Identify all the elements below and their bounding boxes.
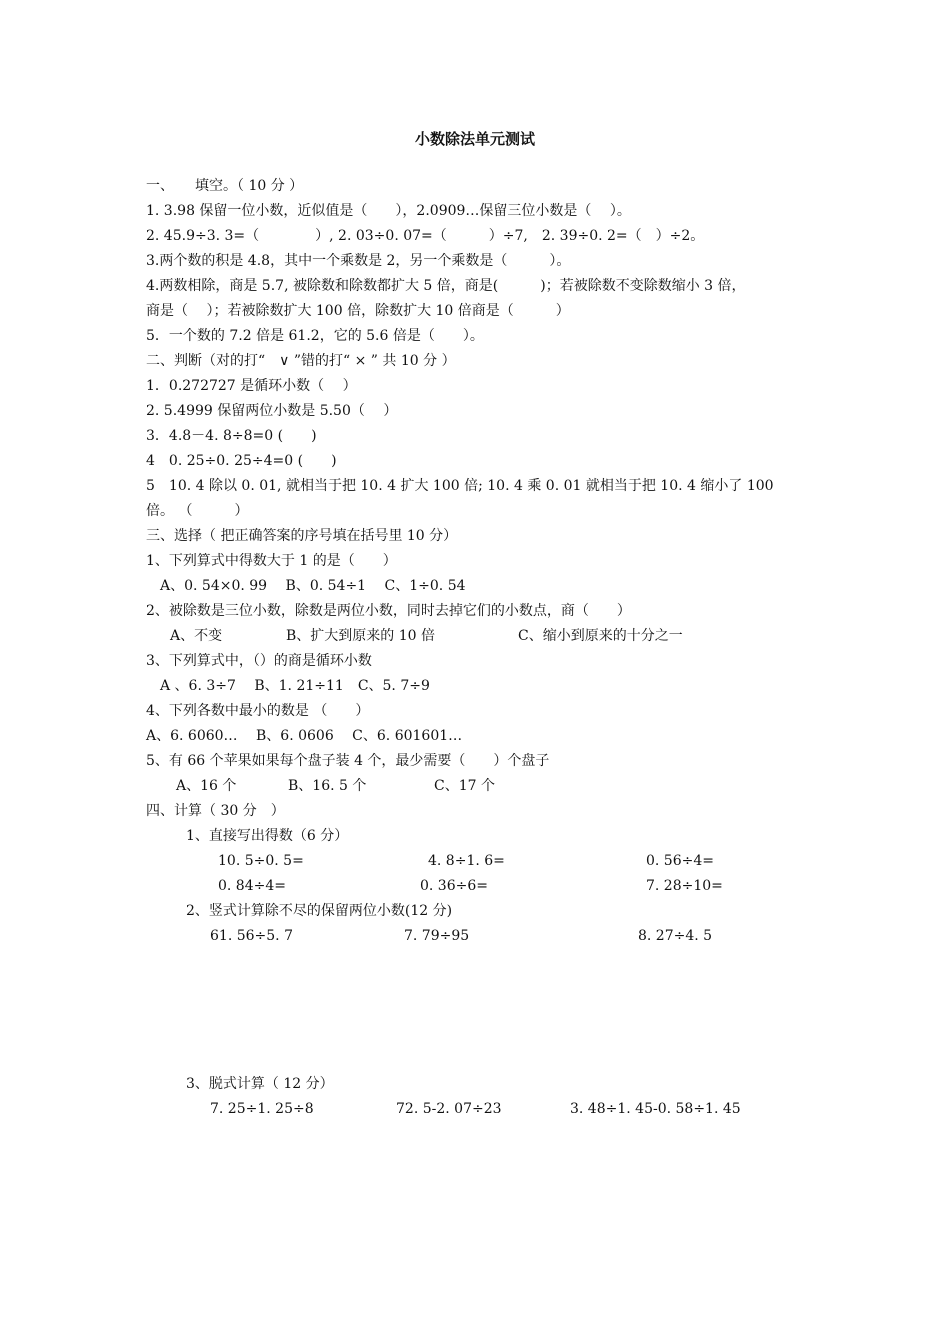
s4-part-3-item: 72. 5-2. 07÷23 (396, 1101, 502, 1117)
s3-question-4-options: A、6. 6060… B、6. 0606 C、6. 601601… (146, 728, 463, 744)
s4-part-2-heading: 2、竖式计算除不尽的保留两位小数(12 分) (186, 903, 453, 919)
s2-question-2: 2. 5.4999 保留两位小数是 5.50（ ） (146, 403, 398, 419)
s4-part-3-heading: 3、脱式计算（ 12 分） (186, 1076, 334, 1092)
s2-question-3: 3．4.8－4. 8÷8=0 ( ) (146, 428, 317, 444)
s3-question-1-options: A、0. 54×0. 99 B、0. 54÷1 C、1÷0. 54 (160, 578, 466, 594)
s4-part-2-item: 61. 56÷5. 7 (210, 928, 293, 944)
s3-question-1: 1、下列算式中得数大于 1 的是（ ） (146, 553, 397, 569)
s3-question-2-option-c: C、缩小到原来的十分之一 (518, 628, 683, 644)
s3-question-5-option-c: C、17 个 (434, 778, 495, 794)
s4-part-1-item: 0. 36÷6= (420, 878, 488, 894)
s1-question-2: 2. 45.9÷3. 3=（ ）, 2. 03÷0. 07=（ ）÷7, 2. 39÷0. 2=（ ）÷2。 (146, 228, 705, 244)
s4-part-1-item: 0. 84÷4= (218, 878, 286, 894)
s4-part-1-item: 10. 5÷0. 5= (218, 853, 304, 869)
s3-question-2: 2、被除数是三位小数，除数是两位小数，同时去掉它们的小数点，商（ ） (146, 603, 631, 619)
section-4-heading: 四、计算（ 30 分 ） (146, 803, 285, 819)
s3-question-5: 5、有 66 个苹果如果每个盘子装 4 个，最少需要（ ）个盘子 (146, 753, 550, 769)
s4-part-1-item: 0. 56÷4= (646, 853, 714, 869)
s3-question-2-option-a: A、不变 (170, 628, 223, 644)
s2-question-1: 1．0.272727 是循环小数（ ） (146, 378, 357, 394)
s1-question-4-line-1: 4.两数相除，商是 5.7, 被除数和除数都扩大 5 倍，商是( )；若被除数不变除数缩小 3 倍， (146, 278, 746, 294)
s4-part-3-item: 3. 48÷1. 45-0. 58÷1. 45 (570, 1101, 741, 1117)
s4-part-1-item: 4. 8÷1. 6= (428, 853, 505, 869)
s3-question-5-option-b: B、16. 5 个 (288, 778, 367, 794)
s4-part-1-item: 7. 28÷10= (646, 878, 723, 894)
s4-part-2-item: 7. 79÷95 (404, 928, 470, 944)
s1-question-5: 5．一个数的 7.2 倍是 61.2，它的 5.6 倍是（ ）。 (146, 328, 484, 344)
s1-question-3: 3.两个数的积是 4.8，其中一个乘数是 2，另一个乘数是（ ）。 (146, 253, 571, 269)
s4-part-2-item: 8. 27÷4. 5 (638, 928, 713, 944)
s2-question-5-line-1: 5 10. 4 除以 0. 01, 就相当于把 10. 4 扩大 100 倍; 10. 4 乘 0. 01 就相当于把 10. 4 缩小了 100 (146, 478, 774, 494)
s2-question-5-line-2: 倍。 （ ） (146, 503, 249, 519)
s4-part-1-heading: 1、直接写出得数（6 分） (186, 828, 349, 844)
s3-question-5-option-a: A、16 个 (176, 778, 237, 794)
s2-question-4: 4 0. 25÷0. 25÷4=0 ( ) (146, 453, 337, 469)
section-3-heading: 三、选择（ 把正确答案的序号填在括号里 10 分） (146, 528, 458, 544)
s1-question-4-line-2: 商是（ ）；若被除数扩大 100 倍，除数扩大 10 倍商是（ ） (146, 303, 570, 319)
s1-question-1: 1. 3.98 保留一位小数，近似值是（ ），2.0909…保留三位小数是（ ）。 (146, 203, 631, 219)
section-1-heading: 一、 填空。（ 10 分 ） (146, 178, 304, 194)
s3-question-4: 4、下列各数中最小的数是 （ ） (146, 703, 370, 719)
page-title: 小数除法单元测试 (414, 130, 535, 148)
s3-question-3-options: A 、6. 3÷7 B、1. 21÷11 C、5. 7÷9 (160, 678, 430, 694)
s4-part-3-item: 7. 25÷1. 25÷8 (210, 1101, 314, 1117)
s3-question-3: 3、下列算式中，（）的商是循环小数 (146, 653, 372, 669)
section-2-heading: 二、判断（对的打“ ∨ ”错的打“ × ” 共 10 分 ） (146, 353, 456, 369)
s3-question-2-option-b: B、扩大到原来的 10 倍 (286, 628, 436, 644)
